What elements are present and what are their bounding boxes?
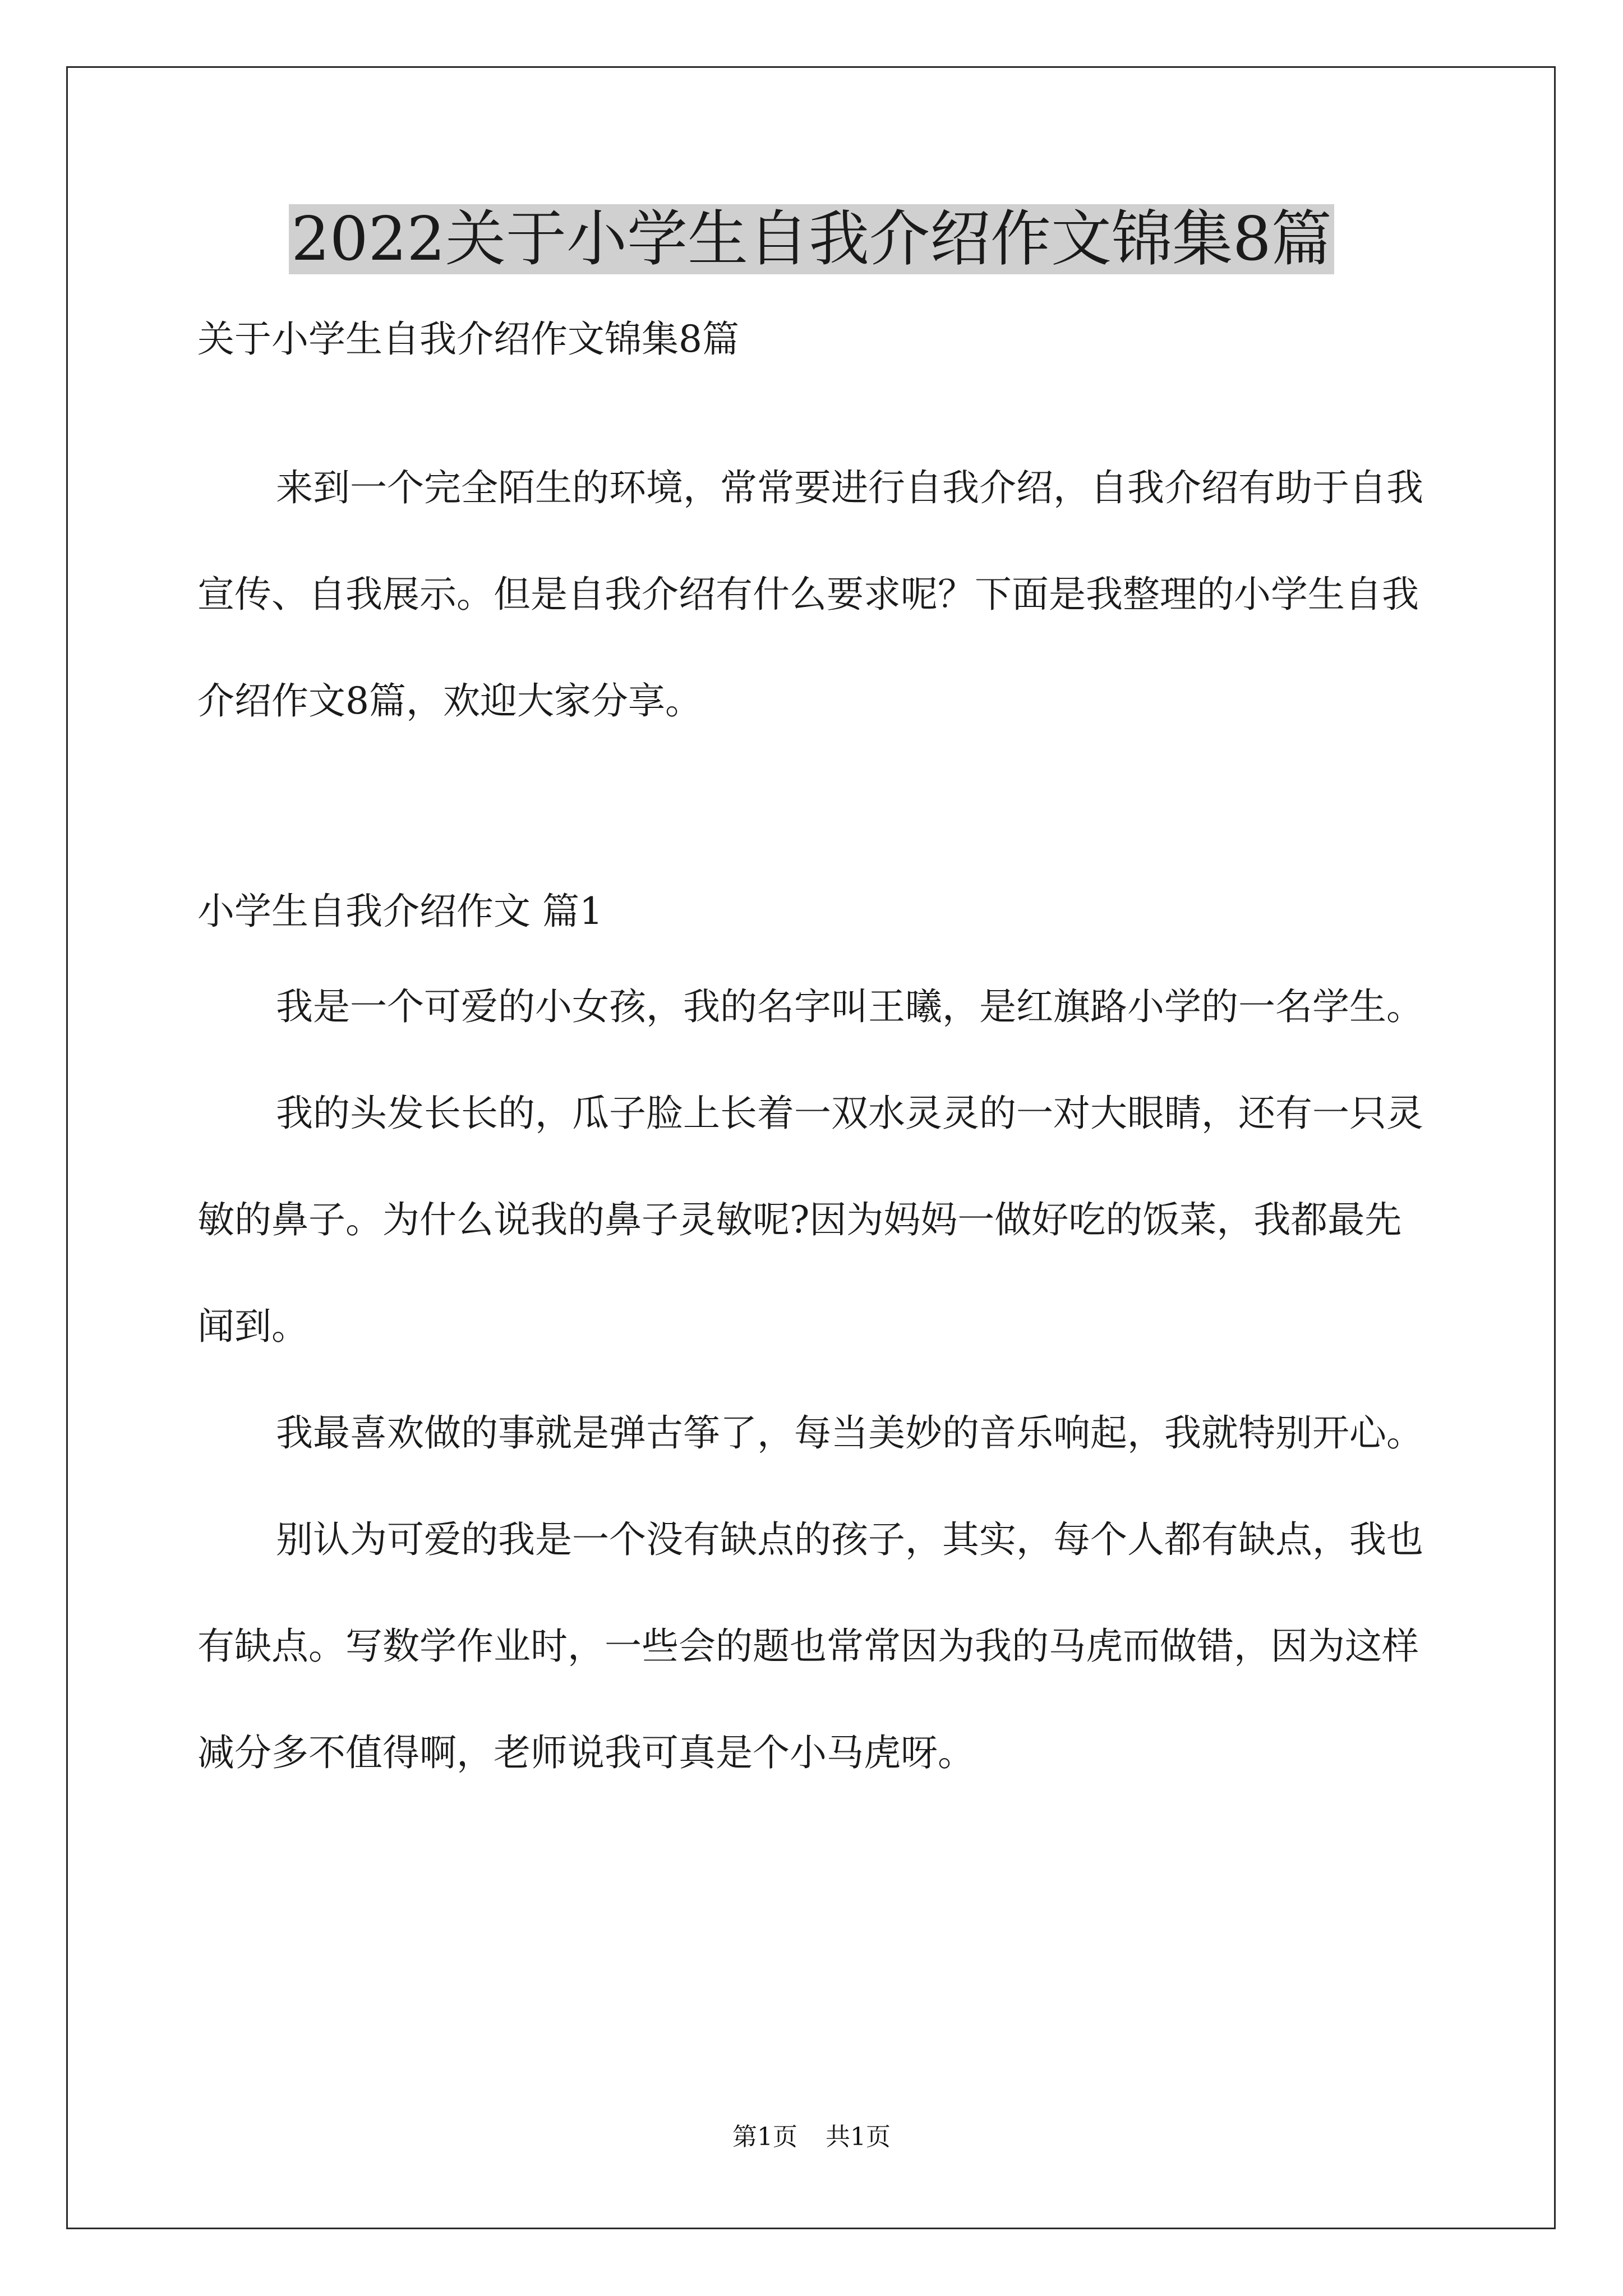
section-heading: 小学生自我介绍作文 篇1 [197,890,603,933]
section-body [197,954,1431,1806]
document-title-text: 2022关于小学生自我介绍作文锦集8篇 [289,204,1334,274]
page-total: 共1页 [826,2123,891,2151]
paragraph-4: 别认为可爱的我是一个没有缺点的孩子，其实，每个人都有缺点，我也有缺点。写数学作业时，一些会的题也常常因为我的马虎而做错，因为这样减分多不值得啊，老师说我可真是个小马虎呀。 [197,1518,1423,1774]
paragraph-3: 我最喜欢做的事就是弹古筝了，每当美妙的音乐响起，我就特别开心。 [276,1411,1423,1455]
document-subtitle: 关于小学生自我介绍作文锦集8篇 [197,318,739,361]
document-title [0,197,1623,282]
paragraph-1: 我是一个可爱的小女孩，我的名字叫王曦，是红旗路小学的一名学生。 [276,985,1423,1028]
page-number: 第1页 [732,2123,797,2151]
intro-paragraph: 来到一个完全陌生的环境，常常要进行自我介绍，自我介绍有助于自我宣传、自我展示。但是自我介绍有什么要求呢？下面是我整理的小学生自我介绍作文8篇，欢迎大家分享。 [197,466,1423,723]
page-footer [0,2120,1623,2154]
paragraph-2: 我的头发长长的，瓜子脸上长着一双水灵灵的一对大眼睛，还有一只灵敏的鼻子。为什么说我的鼻子灵敏呢?因为妈妈一做好吃的饭菜，我都最先闻到。 [197,1092,1423,1348]
